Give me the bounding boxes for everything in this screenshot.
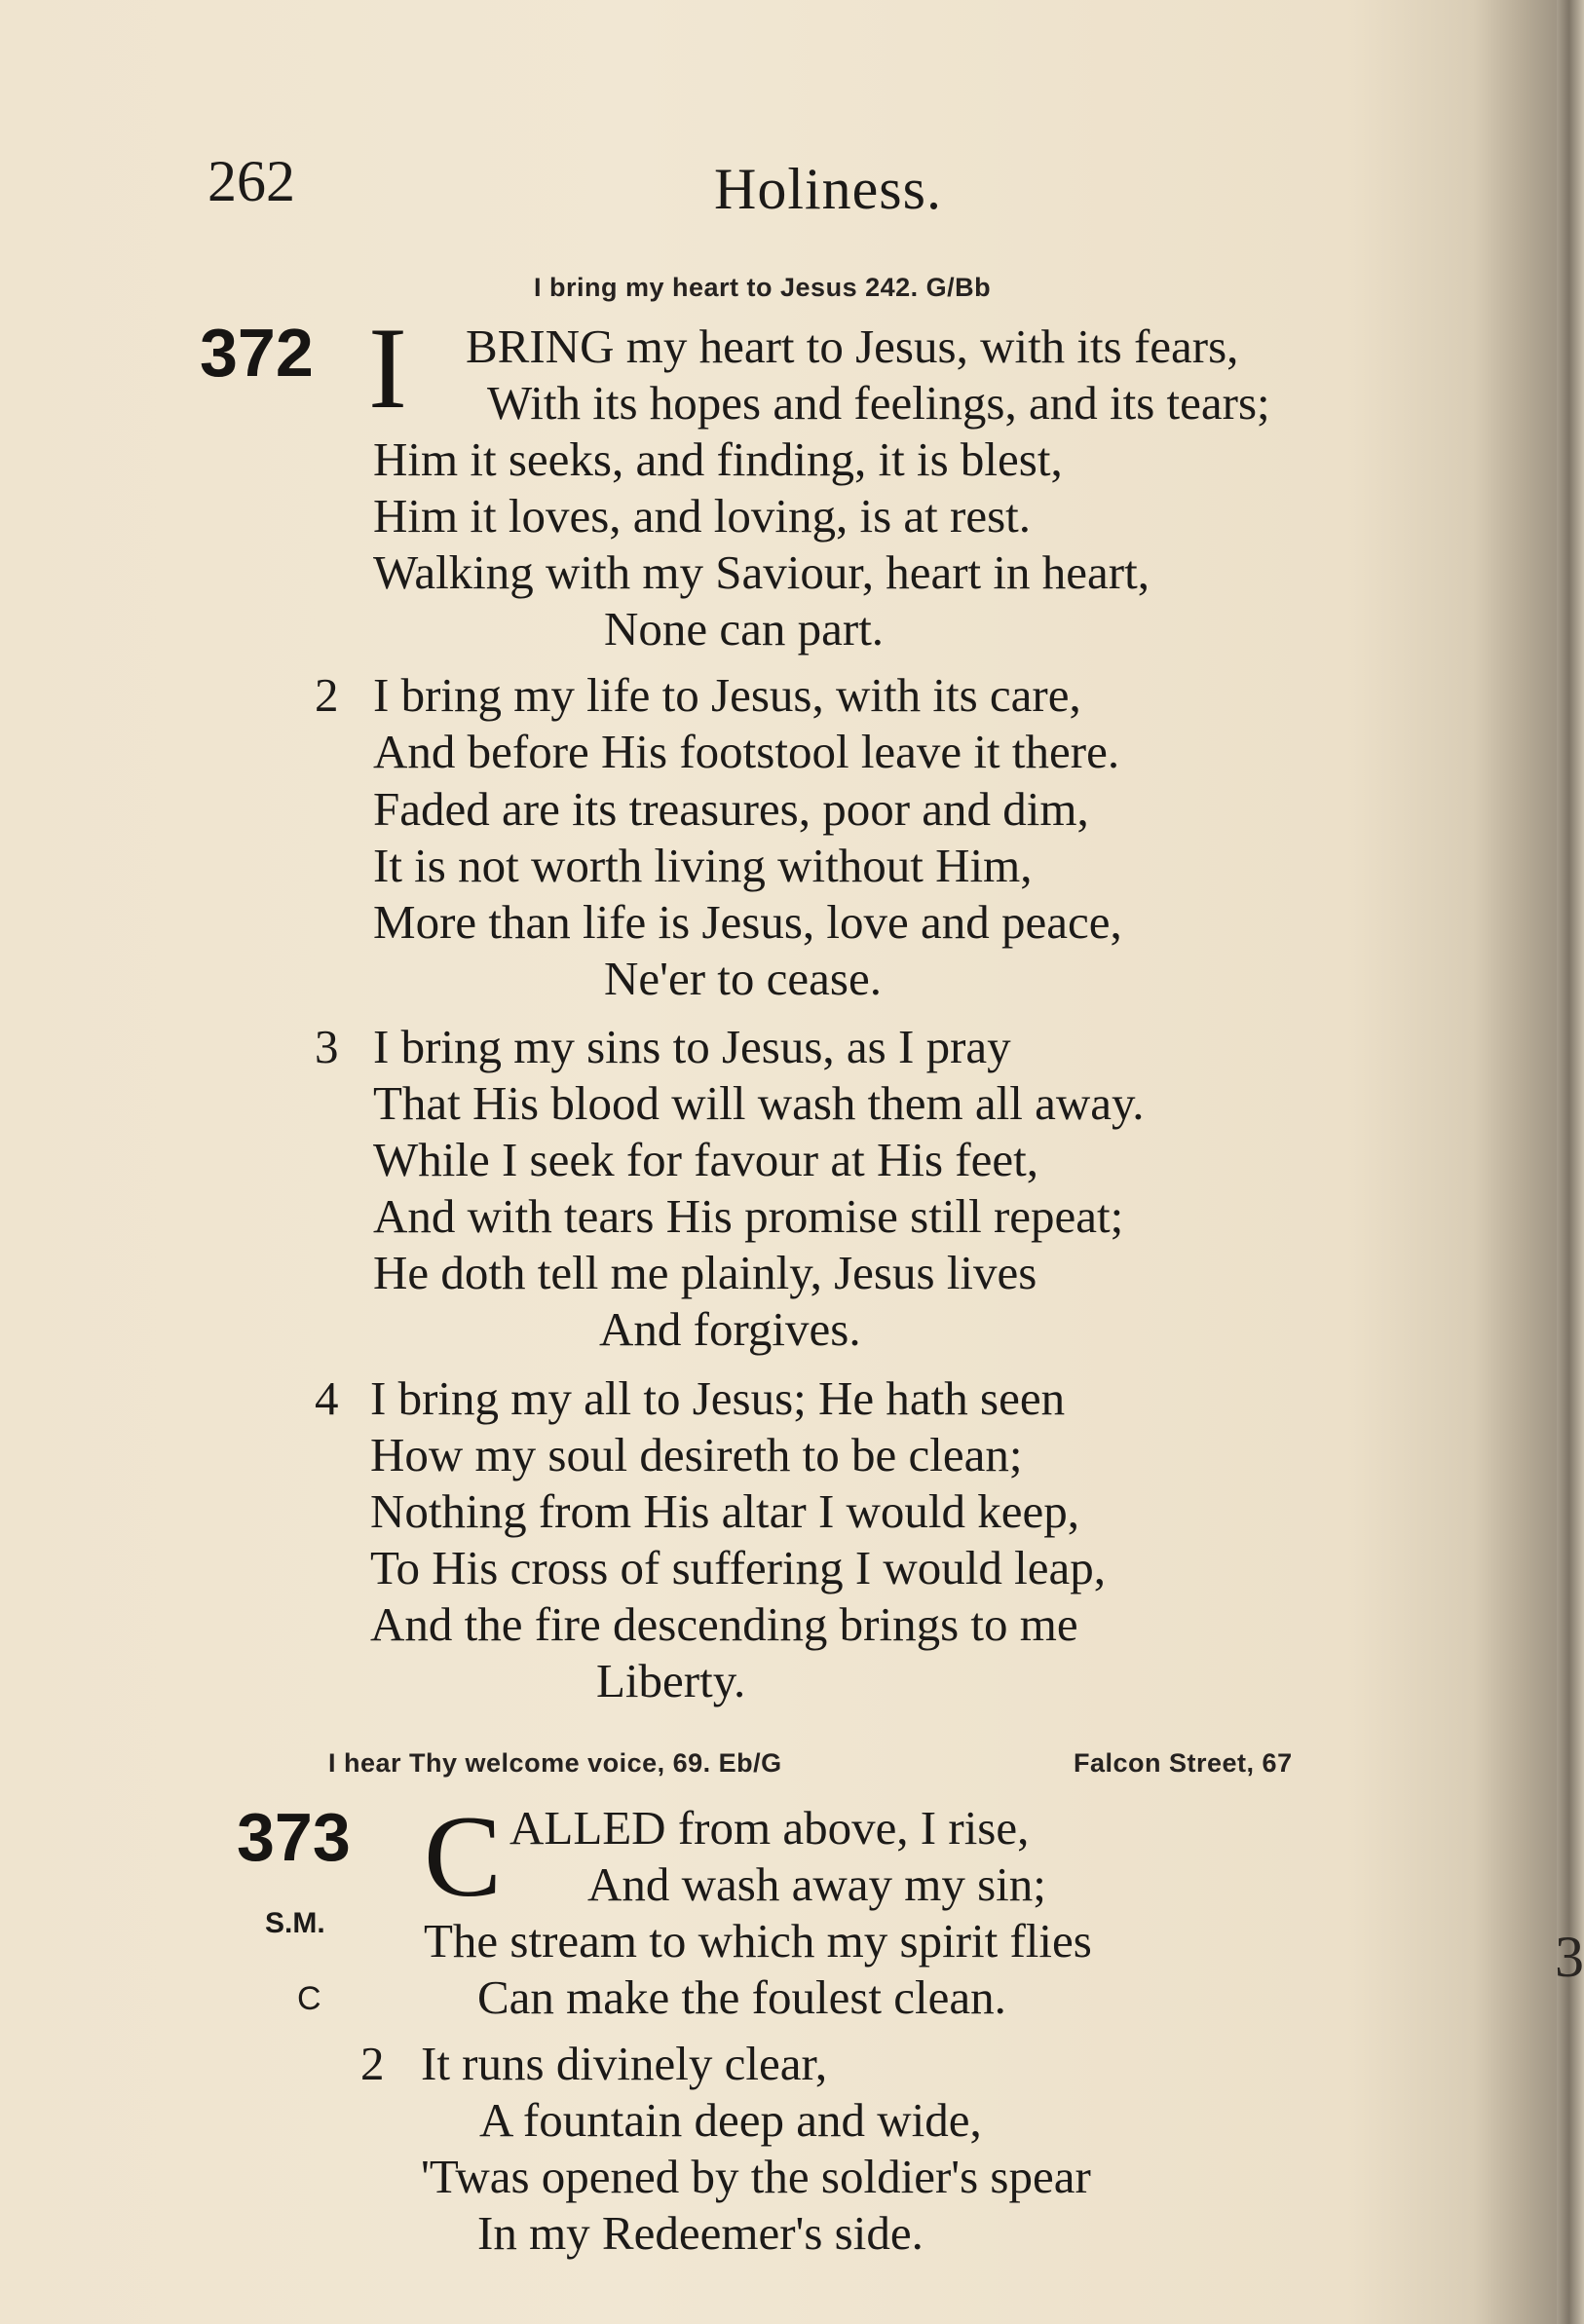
hymn-372-v2-line-1: I bring my life to Jesus, with its care, [373,668,1081,722]
hymn-372-v4-line-5: And the fire descending brings to me [370,1597,1078,1651]
hymn-373-v2-line-4: In my Redeemer's side. [477,2206,924,2260]
hymn-372-v3-line-2: That His blood will wash them all away. [373,1076,1145,1130]
hymn-372-verse-2-number: 2 [315,668,339,722]
next-page-edge-fragment: 3 [1555,1925,1584,1989]
hymn-372-v1-line-3: Him it seeks, and finding, it is blest, [373,432,1063,486]
hymn-373-v1-line-1: ALLED from above, I rise, [509,1801,1030,1855]
hymn-372-v3-line-1: I bring my sins to Jesus, as I pray [373,1020,1011,1073]
hymn-372-verse-3-number: 3 [315,1020,339,1073]
hymn-372-v3-line-5: He doth tell me plainly, Jesus lives [373,1246,1037,1299]
hymn-372-v1-line-6: None can part. [604,602,885,656]
hymn-372-drop-cap: I [368,303,407,432]
hymn-372-v3-line-6: And forgives. [599,1302,861,1356]
hymn-373-number: 373 [237,1799,351,1875]
page-title: Holiness. [714,157,942,221]
hymn-373-v1-line-2: And wash away my sin; [587,1857,1046,1911]
hymn-372-tune: I bring my heart to Jesus 242. G/Bb [534,273,992,302]
hymn-373-key-letter: C [297,1980,321,2017]
hymn-372-v2-line-4: It is not worth living without Him, [373,839,1033,892]
hymn-373-tune: I hear Thy welcome voice, 69. Eb/G [328,1748,782,1778]
hymn-373-v1-line-3: The stream to which my spirit flies [424,1914,1092,1968]
hymn-372-v4-line-1: I bring my all to Jesus; He hath seen [370,1371,1066,1425]
hymn-372-v1-line-4: Him it loves, and loving, is at rest. [373,489,1032,543]
hymn-372-v3-line-3: While I seek for favour at His feet, [373,1133,1038,1186]
hymn-372-v2-line-2: And before His footstool leave it there. [373,725,1120,778]
hymn-372-v2-line-5: More than life is Jesus, love and peace, [373,895,1122,949]
page-number: 262 [207,149,295,213]
hymn-372-number: 372 [200,315,314,391]
hymn-373-v1-line-4: Can make the foulest clean. [477,1970,1006,2024]
hymn-373-meter: S.M. [265,1907,325,1939]
hymn-373-tune-name: Falcon Street, 67 [1074,1748,1293,1778]
hymn-373-drop-cap: C [424,1791,503,1921]
hymn-372-v1-line-2: With its hopes and feelings, and its tears; [487,376,1270,430]
hymn-372-v1-line-5: Walking with my Saviour, heart in heart, [373,545,1150,599]
hymn-372-v4-line-2: How my soul desireth to be clean; [370,1428,1023,1481]
hymn-372-v1-line-1: BRING my heart to Jesus, with its fears, [466,319,1239,373]
hymn-372-v2-line-3: Faded are its treasures, poor and dim, [373,782,1089,836]
hymn-373-v2-line-2: A fountain deep and wide, [479,2093,982,2147]
hymn-373-verse-2-number: 2 [360,2037,385,2090]
hymn-372-v4-line-6: Liberty. [596,1654,746,1707]
hymn-372-v2-line-6: Ne'er to cease. [604,952,882,1005]
hymn-372-v4-line-3: Nothing from His altar I would keep, [370,1484,1080,1538]
hymn-372-v4-line-4: To His cross of suffering I would leap, [370,1541,1107,1594]
hymn-373-v2-line-1: It runs divinely clear, [421,2037,828,2090]
hymn-373-v2-line-3: 'Twas opened by the soldier's spear [421,2150,1091,2203]
hymn-372-v3-line-4: And with tears His promise still repeat; [373,1189,1124,1243]
hymn-372-verse-4-number: 4 [315,1371,339,1425]
